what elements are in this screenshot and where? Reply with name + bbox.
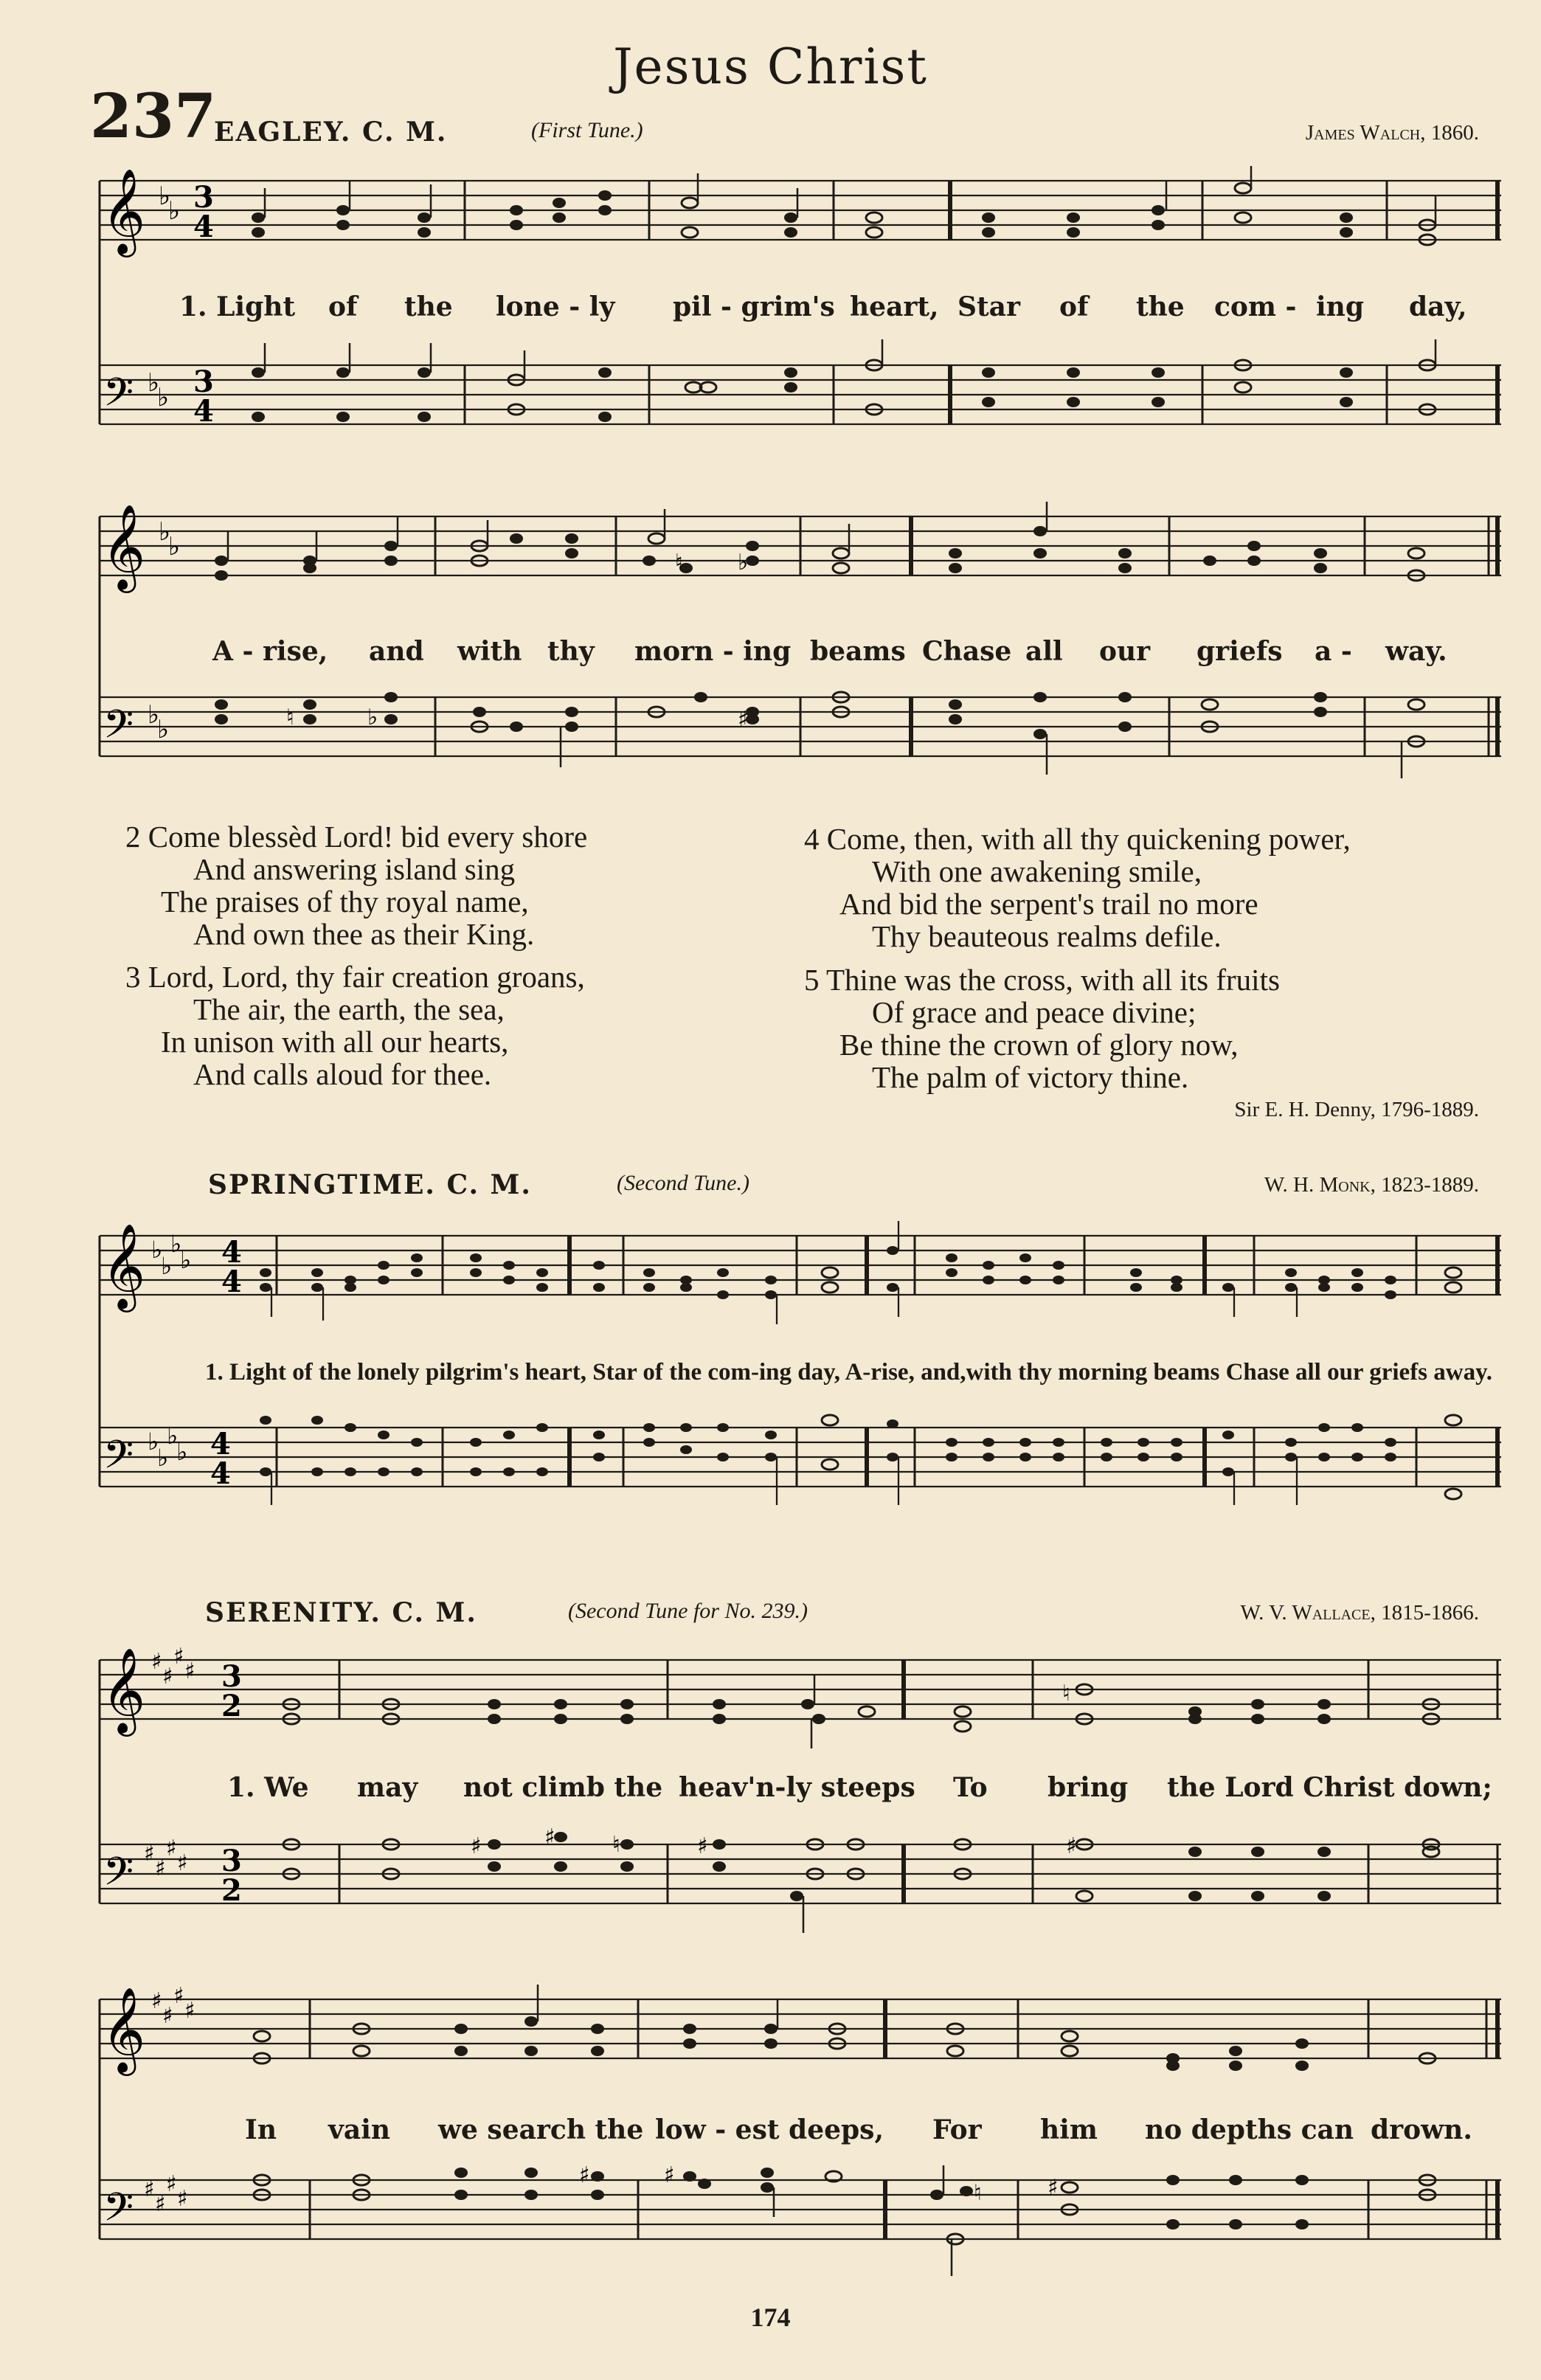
svg-text:2: 2 [221, 1873, 242, 1908]
svg-text:♯: ♯ [155, 1855, 166, 1881]
svg-text:𝄞: 𝄞 [102, 1222, 146, 1309]
text-author: Sir E. H. Denny, 1796-1889. [1234, 1098, 1479, 1121]
lyric-word: may [357, 1772, 418, 1803]
lyric-word: Chase [922, 636, 1012, 667]
svg-text:4: 4 [193, 210, 214, 244]
svg-text:𝄢: 𝄢 [103, 1850, 134, 1904]
lyric-word: griefs [1197, 636, 1283, 667]
svg-text:♮: ♮ [974, 2180, 982, 2206]
composer-monk: W. H. Monk, 1823-1889. [1264, 1173, 1479, 1197]
svg-text:♭: ♭ [157, 383, 170, 412]
svg-text:♭: ♭ [157, 715, 170, 744]
lyric-word: heav'n-ly steeps [679, 1772, 915, 1803]
lyric-word: the [1136, 291, 1185, 322]
svg-text:♭: ♭ [148, 368, 160, 398]
svg-text:♯: ♯ [144, 1841, 155, 1867]
svg-text:4: 4 [210, 1427, 231, 1461]
svg-text:♭: ♭ [168, 196, 181, 226]
lyric-word: beams [810, 636, 906, 667]
lyric-word: not climb the [463, 1772, 663, 1803]
lyric-word: To [953, 1772, 988, 1803]
svg-text:♯: ♯ [544, 1824, 555, 1850]
svg-text:𝄞: 𝄞 [102, 1986, 146, 2072]
svg-text:𝄞: 𝄞 [102, 1647, 146, 1733]
stanza-line: The palm of victory thine. [872, 1060, 1189, 1094]
svg-text:♭: ♭ [148, 1428, 159, 1456]
svg-text:♯: ♯ [184, 1658, 195, 1684]
svg-text:♭: ♭ [151, 1236, 163, 1264]
svg-text:♯: ♯ [697, 1833, 708, 1859]
lyric-word: the [404, 291, 453, 322]
svg-text:♭: ♭ [167, 1422, 179, 1450]
svg-text:3: 3 [193, 180, 214, 215]
svg-text:𝄢: 𝄢 [103, 702, 134, 757]
lyric-word: ing [1316, 291, 1365, 322]
svg-text:♯: ♯ [579, 2162, 590, 2188]
lyric-word: In [245, 2114, 277, 2145]
lyric-word: thy [547, 636, 595, 667]
lyric-word: no depths can [1145, 2114, 1354, 2145]
svg-text:♯: ♯ [1047, 2175, 1059, 2201]
svg-text:♯: ♯ [144, 2176, 155, 2202]
lyric-word: For [932, 2114, 982, 2145]
svg-text:3: 3 [221, 1844, 242, 1878]
svg-text:♯: ♯ [664, 2162, 675, 2188]
svg-text:𝄞: 𝄞 [102, 167, 146, 254]
stanza-line: In unison with all our hearts, [161, 1025, 509, 1059]
svg-text:♯: ♯ [177, 1850, 188, 1876]
tune-name-serenity: SERENITY. C. M. [205, 1597, 477, 1628]
section-title: Jesus Christ [613, 38, 928, 95]
svg-text:♯: ♯ [1066, 1833, 1077, 1859]
stanza-number: 4 [804, 822, 820, 856]
svg-text:♭: ♭ [148, 700, 160, 730]
lyric-word: 1. We [227, 1772, 309, 1803]
svg-text:♭: ♭ [170, 1230, 182, 1258]
tune-note-second: (Second Tune.) [617, 1171, 749, 1195]
stanza-line: Be thine the crown of glory now, [839, 1028, 1239, 1062]
stanza-line: Lord, Lord, thy fair creation groans, [148, 960, 585, 994]
svg-text:♭: ♭ [738, 550, 749, 575]
stanza-line: Of grace and peace divine; [872, 995, 1197, 1029]
svg-text:4: 4 [221, 1265, 242, 1299]
svg-text:♮: ♮ [675, 550, 683, 575]
tune-name-eagley: EAGLEY. C. M. [214, 117, 448, 148]
lyric-word: Star [958, 291, 1020, 322]
lyric-word: of [1059, 291, 1089, 322]
svg-text:♭: ♭ [176, 1438, 188, 1466]
hymn-number: 237 [90, 81, 217, 152]
lyric-word: bring [1047, 1772, 1129, 1803]
svg-text:♯: ♯ [166, 1836, 177, 1861]
lyric-word: 1. Light [179, 291, 296, 322]
svg-text:4: 4 [210, 1456, 231, 1491]
svg-text:♯: ♯ [151, 1649, 162, 1675]
lyric-word: vain [328, 2114, 391, 2145]
svg-text:♭: ♭ [161, 1252, 173, 1280]
stanza-line: The praises of thy royal name, [161, 885, 529, 919]
svg-text:𝄢: 𝄢 [103, 2185, 134, 2240]
stanza-line: The air, the earth, the sea, [193, 992, 505, 1026]
svg-text:♯: ♯ [162, 2003, 173, 2029]
lyric-line-springtime: 1. Light of the lonely pilgrim's heart, Star of the com-ing day, A-rise, and,with thy morning beams Chase all our griefs away. [205, 1359, 1493, 1386]
lyric-word: com - [1214, 291, 1297, 322]
lyric-word: day, [1409, 291, 1467, 322]
svg-text:3: 3 [193, 364, 214, 399]
lyric-word: pil - grim's [673, 291, 835, 322]
page-number: 174 [750, 2303, 791, 2332]
composer-walch: James Walch, 1860. [1305, 121, 1479, 145]
stanza-2 [125, 820, 587, 950]
svg-text:♯: ♯ [173, 1645, 184, 1670]
lyric-word: of [328, 291, 358, 322]
svg-text:♭: ♭ [367, 705, 378, 730]
svg-text:𝄞: 𝄞 [102, 503, 146, 589]
lyric-word: low - est deeps, [655, 2114, 884, 2145]
svg-text:♭: ♭ [159, 517, 171, 547]
stanza-line: Come blessèd Lord! bid every shore [148, 820, 588, 854]
lyric-word: morn - ing [634, 636, 792, 667]
stanza-line: Come, then, with all thy quickening power, [826, 822, 1351, 856]
stanza-line: And own thee as their King. [193, 917, 535, 951]
stanza-line: Thy beauteous realms defile. [872, 919, 1222, 953]
svg-text:♮: ♮ [286, 705, 294, 730]
stanza-number: 2 [125, 820, 141, 854]
lyric-word: him [1040, 2114, 1098, 2145]
stanza-line: And calls aloud for thee. [193, 1057, 492, 1091]
lyric-word: our [1099, 636, 1151, 667]
lyric-word: we search the [438, 2114, 644, 2145]
tune-note-serenity: (Second Tune for No. 239.) [568, 1599, 808, 1623]
svg-text:♭: ♭ [180, 1246, 192, 1274]
lyric-word: and [369, 636, 424, 667]
svg-text:♯: ♯ [162, 1664, 173, 1689]
stanza-line: Thine was the cross, with all its fruits [826, 963, 1280, 997]
svg-text:2: 2 [221, 1689, 242, 1723]
stanza-line: With one awakening smile, [872, 854, 1202, 888]
svg-text:4: 4 [193, 394, 214, 429]
tune-note-first: (First Tune.) [531, 118, 643, 142]
svg-text:♭: ♭ [159, 181, 171, 211]
lyric-word: with [457, 636, 522, 667]
svg-text:♯: ♯ [471, 1833, 482, 1859]
lyric-word: drown. [1371, 2114, 1472, 2145]
stanza-number: 3 [125, 960, 141, 994]
lyric-word: lone - ly [496, 291, 615, 322]
stanza-4 [804, 823, 1351, 952]
lyric-word: A - rise, [212, 636, 328, 667]
lyric-word: heart, [850, 291, 939, 322]
svg-text:♮: ♮ [1062, 1681, 1070, 1706]
stanza-line: And bid the serpent's trail no more [839, 887, 1258, 921]
lyric-word: all [1025, 636, 1063, 667]
svg-text:♮: ♮ [612, 1832, 620, 1858]
svg-text:♯: ♯ [166, 2171, 177, 2197]
svg-text:♯: ♯ [151, 1988, 162, 2014]
tune-name-springtime: SPRINGTIME. C. M. [208, 1169, 532, 1200]
svg-text:♭: ♭ [157, 1444, 169, 1472]
svg-text:3: 3 [221, 1659, 242, 1694]
composer-wallace: W. V. Wallace, 1815-1866. [1240, 1601, 1479, 1625]
svg-text:♯: ♯ [155, 2191, 166, 2217]
svg-text:♯: ♯ [738, 707, 749, 733]
stanza-3 [125, 961, 585, 1090]
svg-text:𝄢: 𝄢 [103, 1433, 134, 1487]
svg-text:♯: ♯ [184, 1998, 195, 2024]
svg-text:𝄢: 𝄢 [103, 370, 134, 425]
svg-text:♭: ♭ [168, 532, 181, 561]
svg-text:4: 4 [221, 1235, 242, 1270]
lyric-word: a - [1315, 636, 1352, 667]
svg-text:♯: ♯ [173, 1985, 184, 2009]
stanza-line: And answering island sing [193, 852, 516, 886]
svg-text:♯: ♯ [177, 2186, 188, 2212]
lyric-word: the Lord Christ down; [1167, 1772, 1492, 1803]
lyric-word: way. [1385, 636, 1447, 667]
stanza-number: 5 [804, 963, 820, 997]
stanza-5 [804, 964, 1280, 1093]
